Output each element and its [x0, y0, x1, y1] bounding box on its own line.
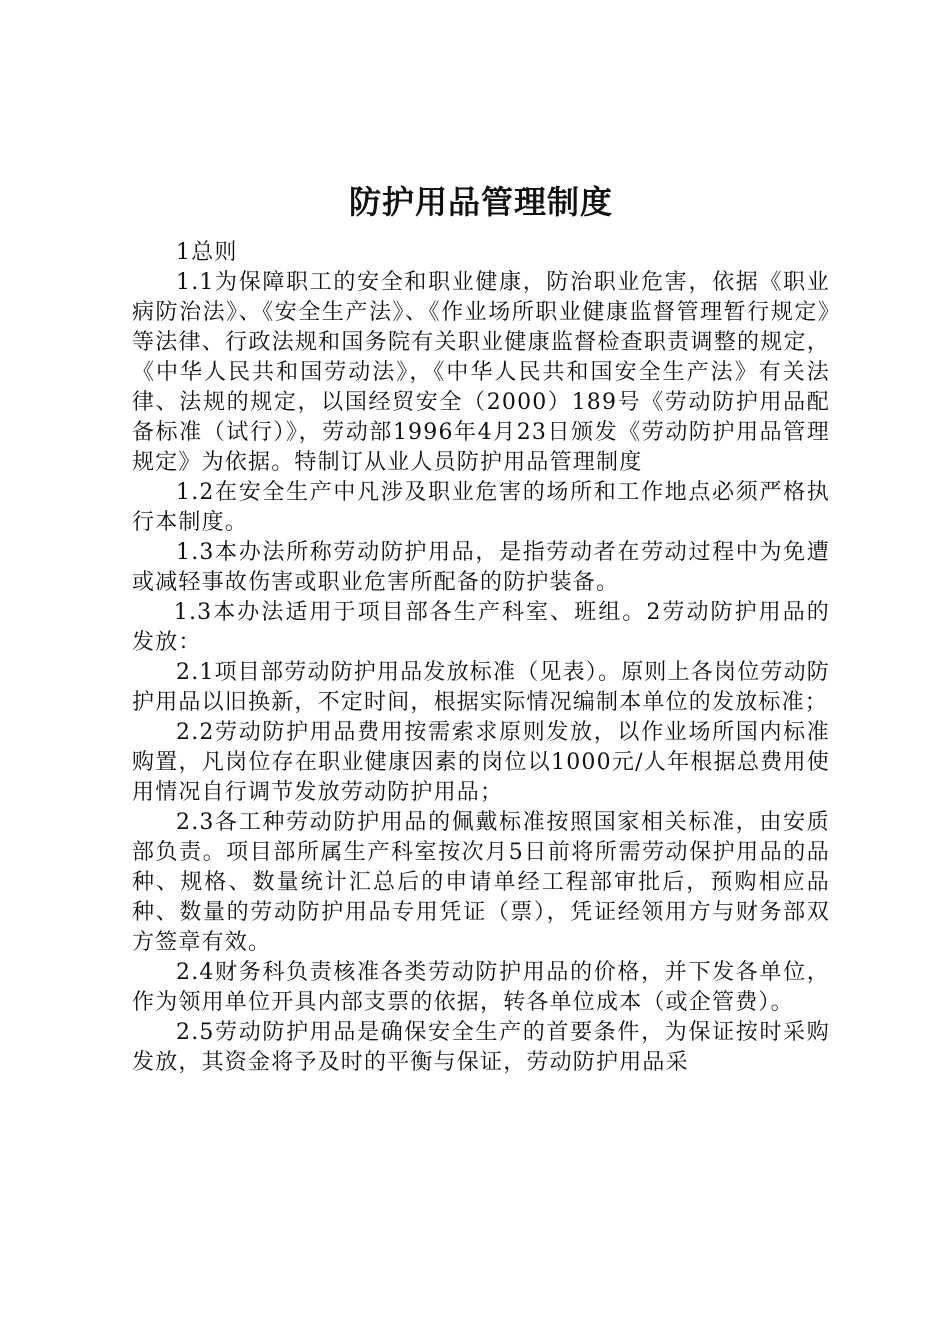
paragraph-1-1: 1.1为保障职工的安全和职业健康，防治职业危害，依据《职业病防治法》、《安全生产法》、《作业场所职业健康监督管理暂行规定》等法律、行政法规和国务院有关职业健康监督检查职责调整的规定，《中华人民共和国劳动法》，《中华人民共和国安全生产法》有关法律、法规的规定，以国经贸安全（2000）189号《劳动防护用品配备标准（试行）》，劳动部1996年4月23日颁发《劳动防护用品管理规定》为依据。特制订从业人员防护用品管理制度 — [132, 270, 830, 475]
paragraph-1-2: 1.2在安全生产中凡涉及职业危害的场所和工作地点必须严格执行本制度。 — [132, 480, 830, 535]
paragraph-2-2: 2.2劳动防护用品费用按需索求原则发放，以作业场所国内标准购置，凡岗位存在职业健康因素的岗位以1000元/人年根据总费用使用情况自行调节发放劳动防护用品； — [132, 720, 830, 805]
paragraph-2-3: 2.3各工种劳动防护用品的佩戴标准按照国家相关标准，由安质部负责。项目部所属生产科室按次月5日前将所需劳动保护用品的品种、规格、数量统计汇总后的申请单经工程部审批后，预购相应品种、数量的劳动防护用品专用凭证（票），凭证经领用方与财务部双方签章有效。 — [132, 810, 830, 955]
paragraph-2-5: 2.5劳动防护用品是确保安全生产的首要条件，为保证按时采购发放，其资金将予及时的平衡与保证，劳动防护用品采 — [132, 1020, 830, 1075]
paragraph-2-1: 2.1项目部劳动防护用品发放标准（见表）。原则上各岗位劳动防护用品以旧换新，不定时间，根据实际情况编制本单位的发放标准； — [132, 660, 830, 715]
paragraph-1-3-definition: 1.3本办法所称劳动防护用品，是指劳动者在劳动过程中为免遭或减轻事故伤害或职业危害所配备的防护装备。 — [132, 540, 830, 595]
document-page — [132, 180, 830, 1078]
paragraph-2-4: 2.4财务科负责核准各类劳动防护用品的价格，并下发各单位，作为领用单位开具内部支票的依据，转各单位成本（或企管费）。 — [132, 960, 830, 1015]
document-title: 防护用品管理制度 — [348, 183, 613, 221]
paragraph-1-3-scope: 1.3本办法适用于项目部各生产科室、班组。2劳动防护用品的发放： — [132, 600, 830, 655]
paragraph-general-provisions: 1总则 — [176, 240, 238, 265]
